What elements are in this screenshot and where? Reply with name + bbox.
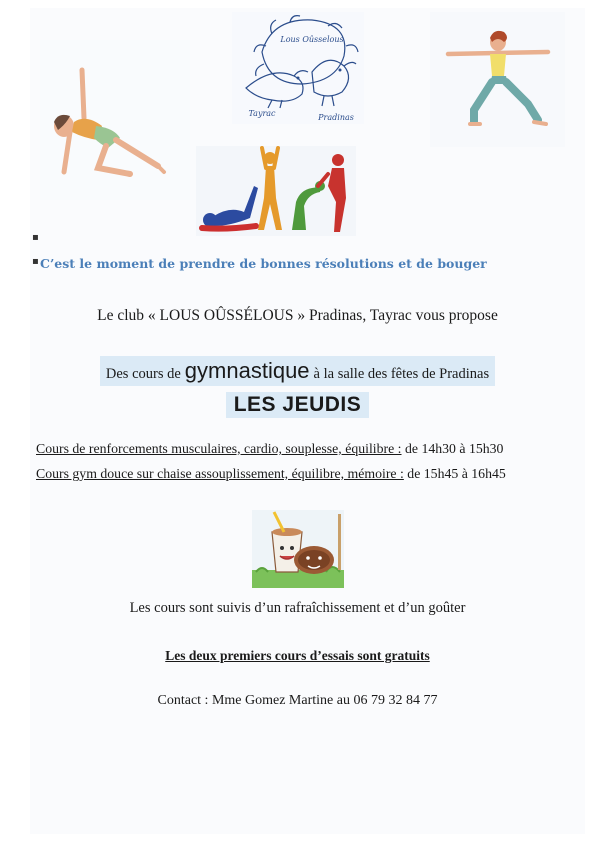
contact-info: Contact : Mme Gomez Martine au 06 79 32 84 77 — [157, 693, 438, 708]
schedule-time: de 15h45 à 16h45 — [407, 466, 506, 481]
logo-text-right: Pradinas — [318, 113, 354, 122]
schedule-label: Cours de renforcements musculaires, cardio, souplesse, équilibre : — [36, 441, 402, 456]
yoga-warrior-pose-illustration — [430, 12, 565, 147]
schedule-label: Cours gym douce sur chaise assouplissement, équilibre, mémoire : — [36, 466, 404, 481]
scan-mark: ▪ — [32, 256, 39, 267]
refreshment-note: Les cours sont suivis d’un rafraîchissement et d’un goûter — [129, 600, 466, 616]
day-heading — [0, 392, 595, 418]
courses-highlight — [100, 356, 495, 386]
schedule-line — [36, 466, 506, 482]
club-intro: Le club « LOUS OÛSSÉLOUS » Pradinas, Tayrac vous propose — [97, 307, 498, 324]
courses-heading — [0, 356, 595, 386]
logo-text-left: Tayrac — [248, 109, 276, 118]
exercise-silhouettes-illustration — [196, 146, 356, 236]
scan-mark: ▪ — [32, 232, 39, 243]
club-logo — [232, 12, 364, 124]
slogan: C’est le moment de prendre de bonnes résolutions et de bouger — [40, 256, 487, 271]
schedule-time: de 14h30 à 15h30 — [404, 441, 504, 456]
logo-text-top: Lous Oûsselous — [280, 35, 344, 44]
yoga-side-plank-illustration — [40, 40, 190, 200]
free-trial-note: Les deux premiers cours d’essais sont gratuits — [165, 648, 430, 663]
courses-suffix: à la salle des fêtes de Pradinas — [313, 366, 490, 382]
day-label: LES JEUDIS — [226, 392, 370, 418]
courses-keyword: gymnastique — [184, 358, 310, 383]
courses-prefix: Des cours de — [105, 366, 181, 382]
schedule-line — [36, 441, 503, 457]
coffee-and-cookie-illustration — [252, 510, 344, 588]
